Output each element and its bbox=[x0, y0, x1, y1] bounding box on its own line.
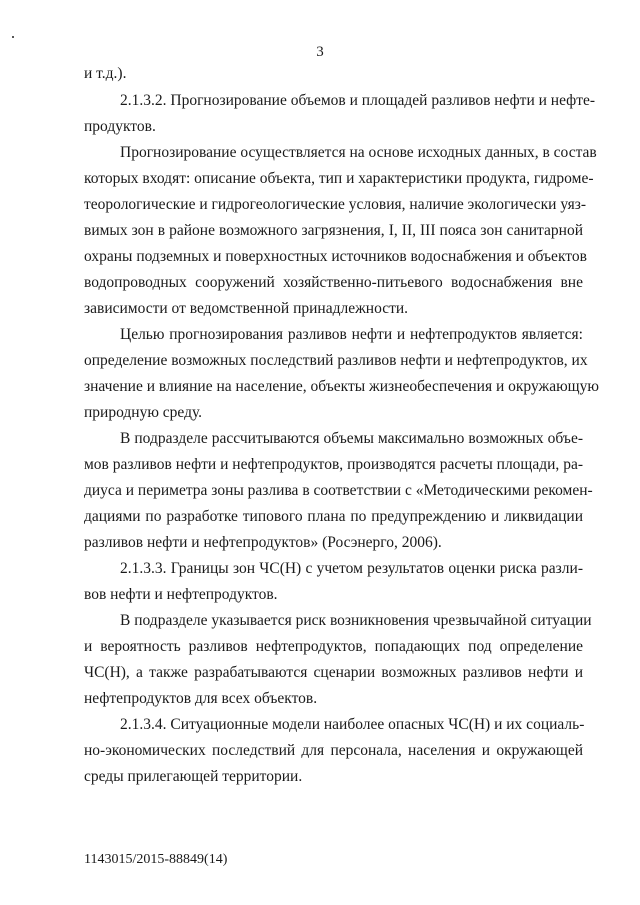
paragraph-line: определение возможных последствий разливов нефти и нефтепродуктов, их bbox=[84, 352, 588, 369]
paragraph-line: природную среду. bbox=[84, 404, 203, 421]
section-heading-line: вов нефти и нефтепродуктов. bbox=[84, 586, 278, 603]
paragraph-line: Прогнозирование осуществляется на основе исходных данных, в состав bbox=[120, 144, 597, 161]
paragraph-line: В подразделе указывается риск возникновения чрезвычайной ситуации bbox=[120, 612, 592, 629]
paragraph-line: вимых зон в районе возможного загрязнения, I, II, III пояса зон санитарной bbox=[84, 222, 583, 239]
paragraph-line: ЧС(Н), а также разрабатываются сценарии возможных разливов нефти и bbox=[84, 664, 583, 681]
paragraph-line: разливов нефти и нефтепродуктов» (Росэнерго, 2006). bbox=[84, 534, 442, 551]
paragraph-line: и вероятность разливов нефтепродуктов, попадающих под определение bbox=[84, 638, 583, 655]
section-heading-line: 2.1.3.2. Прогнозирование объемов и площадей разливов нефти и нефте- bbox=[120, 92, 596, 109]
paragraph-line: охраны подземных и поверхностных источников водоснабжения и объектов bbox=[84, 248, 587, 265]
page-number: 3 bbox=[316, 44, 324, 60]
paragraph-line: дациями по разработке типового плана по предупреждению и ликвидации bbox=[84, 508, 583, 525]
section-heading-line: среды прилегающей территории. bbox=[84, 768, 303, 785]
paragraph-line: мов разливов нефти и нефтепродуктов, производятся расчеты площади, ра- bbox=[84, 456, 583, 473]
paragraph-line: зависимости от ведомственной принадлежности. bbox=[84, 300, 409, 317]
paragraph-line: нефтепродуктов для всех объектов. bbox=[84, 690, 318, 707]
section-heading-line: 2.1.3.4. Ситуационные модели наиболее опасных ЧС(Н) и их социаль- bbox=[120, 716, 585, 733]
paragraph-line: теорологические и гидрогеологические условия, наличие экологически уяз- bbox=[84, 196, 587, 213]
section-heading-line: продуктов. bbox=[84, 118, 156, 135]
section-heading-line: 2.1.3.3. Границы зон ЧС(Н) с учетом результатов оценки риска разли- bbox=[120, 560, 583, 577]
paragraph-line: которых входят: описание объекта, тип и характеристики продукта, гидроме- bbox=[84, 170, 594, 187]
scan-speck bbox=[12, 36, 14, 38]
text-line: и т.д.). bbox=[84, 65, 127, 82]
paragraph-line: водопроводных сооружений хозяйственно-питьевого водоснабжения вне bbox=[84, 274, 583, 291]
paragraph-line: значение и влияние на население, объекты жизнеобеспечения и окружающую bbox=[84, 378, 599, 395]
paragraph-line: Целью прогнозирования разливов нефти и нефтепродуктов является: bbox=[120, 326, 583, 343]
document-registration-number: 1143015/2015-88849(14) bbox=[84, 852, 228, 867]
paragraph-line: диуса и периметра зоны разлива в соответствии с «Методическими рекомен- bbox=[84, 482, 593, 499]
section-heading-line: но-экономических последствий для персонала, населения и окружающей bbox=[84, 742, 583, 759]
paragraph-line: В подразделе рассчитываются объемы максимально возможных объе- bbox=[120, 430, 583, 447]
